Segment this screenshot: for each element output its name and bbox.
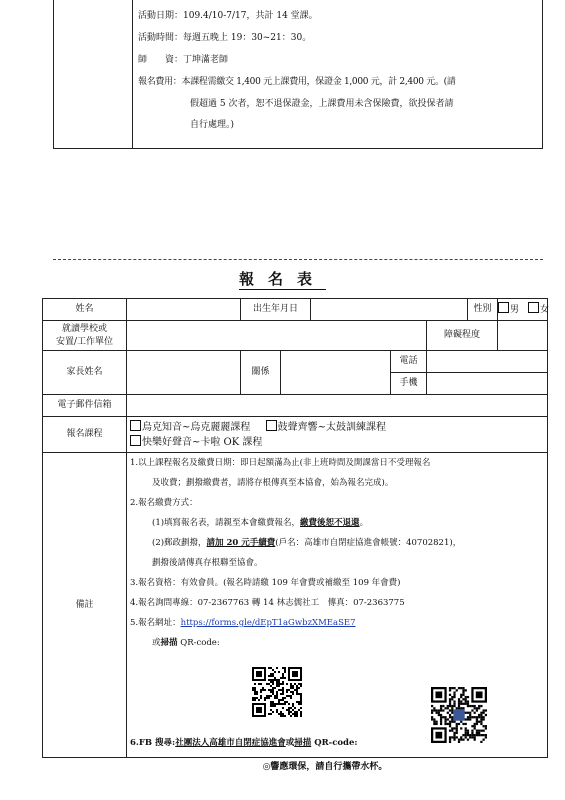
- parent-field[interactable]: [127, 351, 241, 395]
- activity-date: 活動日期：109.4/10-7/17，共計 14 堂課。: [138, 11, 318, 21]
- note-6: 6.FB 搜尋:社團法人高雄市自閉症協進會或掃描 QR-code:: [130, 738, 358, 748]
- qr-caption: 或掃描 QR-code:: [152, 638, 220, 648]
- activity-fee: 報名費用：本課程需繳交 1,400 元上課費用，保證金 1,000 元，計 2,400 元。(請: [138, 77, 456, 87]
- note-2-1: (1)填寫報名表，請親至本會繳費報名，繳費後恕不退還。: [152, 518, 369, 528]
- course-label: 報名課程: [43, 417, 127, 453]
- birth-label: 出生年月日: [241, 299, 311, 321]
- course-option-karaoke: 快樂好聲音~卡啦 OK 課程: [142, 436, 263, 448]
- note-5: 5.報名網址：https://forms.gle/dEpT1aGwbzXMEaSE7: [130, 618, 356, 628]
- course-option-ukulele: 烏克知音~烏克麗麗課程: [142, 421, 251, 433]
- male-label: 男: [510, 305, 520, 315]
- register-qr-code[interactable]: [252, 667, 302, 717]
- note-1-cont: 及收費；劃撥繳費者，請將存根傳真至本協會，始為報名完成)。: [152, 478, 394, 488]
- gender-options: [498, 299, 548, 321]
- mobile-label: 手機: [391, 373, 427, 395]
- female-label: 女: [539, 305, 549, 315]
- male-checkbox[interactable]: [498, 302, 509, 313]
- course-checkbox-ukulele[interactable]: [130, 420, 141, 431]
- note-2: 2.報名繳費方式：: [130, 498, 198, 508]
- cut-line: [53, 259, 543, 260]
- note-3: 3.報名資格：有效會員。(報名時請繳 109 年會費或補繳至 109 年會費): [130, 578, 401, 588]
- female-checkbox[interactable]: [528, 302, 539, 313]
- parent-label: 家長姓名: [43, 351, 127, 395]
- form-title: 報名表: [238, 270, 326, 288]
- school-field[interactable]: [127, 321, 427, 351]
- registration-form: [42, 298, 548, 778]
- email-field[interactable]: [127, 395, 548, 417]
- birth-field[interactable]: [311, 299, 468, 321]
- activity-fee-cont: 假超過 5 次者，恕不退保證金，上課費用未含保險費，欲投保者請: [190, 99, 454, 109]
- activity-time: 活動時間：每週五晚上 19：30~21：30。: [138, 33, 312, 43]
- register-link[interactable]: https://forms.gle/dEpT1aGwbzXMEaSE7: [180, 618, 356, 628]
- info-right-cell: [133, 0, 543, 149]
- activity-fee-cont2: 自行處理。): [190, 120, 235, 130]
- relation-label: 關係: [241, 351, 281, 395]
- disability-field[interactable]: [498, 321, 548, 351]
- note-1: 1.以上課程報名及繳費日期：即日起額滿為止(非上班時間及開課當日不受理報名: [130, 458, 431, 468]
- course-options: [127, 417, 548, 453]
- note-4: 4.報名詢問專線：07-2367763 轉 14 林志儒社工 傳真：07-2363775: [130, 598, 405, 608]
- name-field[interactable]: [127, 299, 241, 321]
- eco-note: ◎響應環保，請自行攜帶水杯。: [262, 762, 388, 773]
- mobile-field[interactable]: [427, 373, 548, 395]
- note-2-2: (2)郵政劃撥，請加 20 元手續費(戶名：高雄市自閉症協進會帳號：40702821)，: [152, 538, 462, 548]
- activity-teacher: 師 資：丁坤滿老師: [138, 55, 229, 65]
- notes-label: 備註: [43, 453, 127, 758]
- gender-label: 性別: [468, 299, 498, 321]
- course-checkbox-karaoke[interactable]: [130, 435, 141, 446]
- activity-info-table: [53, 0, 543, 149]
- course-option-taiko: 鼓聲齊響~太鼓訓練課程: [277, 421, 386, 433]
- relation-field[interactable]: [281, 351, 391, 395]
- phone-field[interactable]: [427, 351, 548, 373]
- name-label: 姓名: [43, 299, 127, 321]
- course-checkbox-taiko[interactable]: [266, 420, 277, 431]
- phone-label: 電話: [391, 351, 427, 373]
- disability-label: 障礙程度: [427, 321, 498, 351]
- school-label: 就讀學校或 安置/工作單位: [43, 321, 127, 351]
- email-label: 電子郵件信箱: [43, 395, 127, 417]
- fb-qr-code[interactable]: [431, 687, 487, 743]
- info-left-cell: [54, 0, 133, 149]
- notes-cell: [127, 453, 548, 758]
- note-2-3: 劃撥後請傳真存根聯至協會。: [152, 558, 263, 568]
